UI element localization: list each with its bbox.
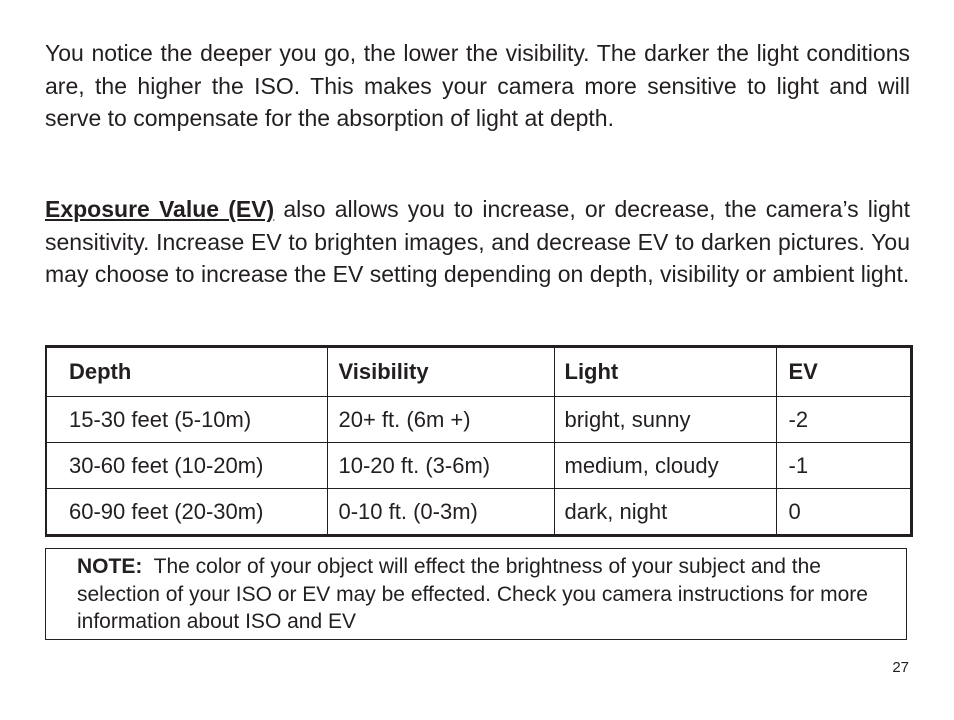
cell-light: dark, night — [554, 489, 776, 536]
cell-depth: 30-60 feet (10-20m) — [46, 443, 327, 489]
cell-light: bright, sunny — [554, 397, 776, 443]
cell-visibility: 0-10 ft. (0-3m) — [327, 489, 554, 536]
cell-depth: 15-30 feet (5-10m) — [46, 397, 327, 443]
table-row — [46, 397, 911, 443]
cell-light: medium, cloudy — [554, 443, 776, 489]
cell-ev: 0 — [776, 489, 911, 536]
exposure-value-description: also allows you to increase, or decrease, the camera’s light sensitivity. Increase EV to brighten images, and decrease EV to darken pictures. You may choose to increase the EV setting depending on depth, visibility or ambient light. — [45, 196, 910, 287]
cell-depth: 60-90 feet (20-30m) — [46, 489, 327, 536]
note-label: NOTE: — [77, 555, 143, 578]
table-row — [46, 443, 911, 489]
cell-visibility: 20+ ft. (6m +) — [327, 397, 554, 443]
cell-ev: -1 — [776, 443, 911, 489]
header-depth: Depth — [46, 347, 327, 397]
exposure-value-term: Exposure Value (EV) — [45, 196, 275, 222]
header-light: Light — [554, 347, 776, 397]
table-row — [46, 489, 911, 536]
paragraph-exposure-value — [45, 193, 910, 291]
header-ev: EV — [776, 347, 911, 397]
note-box — [45, 548, 907, 640]
ev-settings-table — [45, 345, 913, 537]
cell-visibility: 10-20 ft. (3-6m) — [327, 443, 554, 489]
table-header-row — [46, 347, 911, 397]
note-text: The color of your object will effect the brightness of your subject and the selection of your ISO or EV may be effected. Check you camera instructions for more information about ISO and EV — [77, 555, 874, 633]
header-visibility: Visibility — [327, 347, 554, 397]
page-number: 27 — [892, 659, 909, 676]
cell-ev: -2 — [776, 397, 911, 443]
paragraph-iso: You notice the deeper you go, the lower the visibility. The darker the light conditions are, the higher the ISO. This makes your camera more sensitive to light and will serve to compensate for the absorption of light at depth. — [45, 40, 910, 131]
